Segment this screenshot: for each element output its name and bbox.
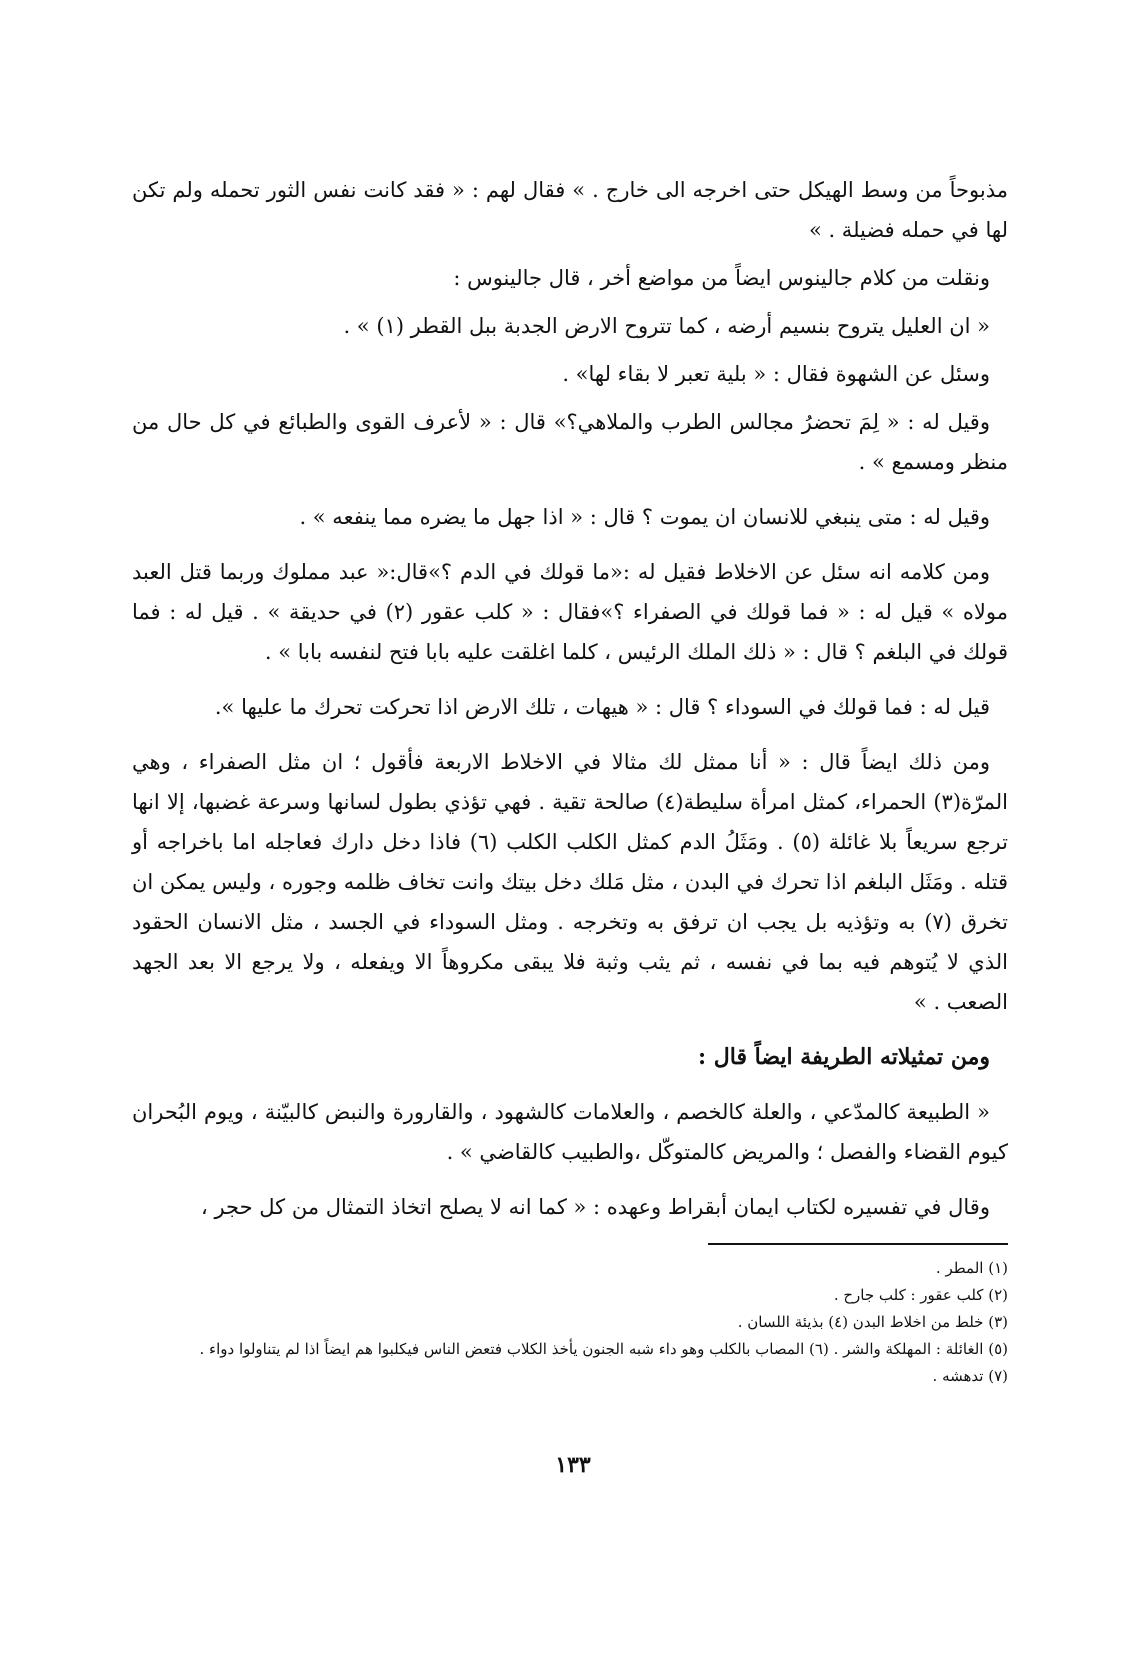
paragraph-when-to-die: وقيل له : متى ينبغي للانسان ان يموت ؟ قال : « اذا جهل ما يضره مما ينفعه » . bbox=[299, 505, 990, 529]
footnote-divider bbox=[708, 1243, 1008, 1245]
footnote-7: (٧) تدهشه . bbox=[932, 1367, 1008, 1385]
paragraph-galen-intro: ونقلت من كلام جالينوس ايضاً من مواضع أخر ، قال جالينوس : bbox=[453, 266, 990, 290]
footnote-1: (١) المطر . bbox=[935, 1259, 1008, 1277]
paragraph-galen-bull: مذبوحاً من وسط الهيكل حتى اخرجه الى خارج . » فقال لهم : « فقد كانت نفس الثور تحمله ولم تكن لها في حمله فضيلة . » bbox=[132, 178, 1008, 242]
paragraph-music-gatherings: وقيل له : « لِمَ تحضرُ مجالس الطرب والملاهي؟» قال : « لأعرف القوى والطبائع في كل حال من منظر ومسمع » . bbox=[132, 410, 1008, 474]
page-number: ١٣٣ bbox=[555, 1452, 591, 1478]
paragraph-desire: وسئل عن الشهوة فقال : « بلية تعبر لا بقاء لها» . bbox=[562, 362, 990, 386]
paragraph-humors-questions: ومن كلامه انه سئل عن الاخلاط فقيل له :«ما قولك في الدم ؟»قال:« عبد مملوك وربما قتل العبد مولاه » قيل له : « فما قولك في الصفراء ؟»فقال : « كلب عقور (٢) في حديقة » . قيل له : فما قولك في البلغم ؟ قال : « ذلك الملك الرئيس ، كلما اغلقت عليه بابا فتح لنفسه بابا » . bbox=[132, 560, 1009, 664]
footnote-3-4: (٣) خلط من اخلاط البدن (٤) بذيئة اللسان . bbox=[737, 1313, 1008, 1331]
paragraph-patient-quote: « ان العليل يتروح بنسيم أرضه ، كما تتروح الارض الجدبة ببل القطر (١) » . bbox=[343, 314, 990, 338]
paragraph-four-humors-parable: ومن ذلك ايضاً قال : « أنا ممثل لك مثالا في الاخلاط الاربعة فأقول ؛ ان مثل الصفراء ، وهي المرّة(٣) الحمراء، كمثل امرأة سليطة(٤) صالحة تقية . فهي تؤذي بطول لسانها وسرعة غضبها، إلا انها ترجع سريعاً بلا غائلة (٥) . ومَثَلُ الدم كمثل الكلب الكلب (٦) فاذا دخل دارك فعاجله اما باخراجه أو قتله . ومَثَل البلغم اذا تحرك في البدن ، مثل مَلك دخل بيتك وانت تخاف ظلمه وجوره ، وليس يمكن ان تخرق (٧) به وتؤذيه بل يجب ان ترفق به وتخرجه . ومثل السوداء في الجسد ، مثل الانسان الحقود الذي لا يُتوهم فيه بما في نفسه ، ثم يثب وثبة فلا يبقى مكروهاً الا ويفعله ، ولا يرجع الا بعد الجهد الصعب . » bbox=[132, 750, 1008, 1014]
footnote-2: (٢) كلب عقور : كلب جارح . bbox=[833, 1286, 1008, 1304]
section-heading: ومن تمثيلاته الطريفة ايضاً قال : bbox=[697, 1044, 990, 1070]
paragraph-nature-analogy: « الطبيعة كالمدّعي ، والعلة كالخصم ، والعلامات كالشهود ، والقارورة والنبض كالبيّنة ، ويوم البُحران كيوم القضاء والفصل ؛ والمريض كالمتوكّل ،والطبيب كالقاضي » . bbox=[132, 1100, 1008, 1164]
paragraph-black-bile: قيل له : فما قولك في السوداء ؟ قال : « هيهات ، تلك الارض اذا تحركت تحرك ما عليها ». bbox=[214, 695, 990, 719]
paragraph-hippocratic-oath: وقال في تفسيره لكتاب ايمان أبقراط وعهده : « كما انه لا يصلح اتخاذ التمثال من كل حجر ، bbox=[201, 1195, 990, 1219]
footnotes bbox=[132, 1255, 1008, 1390]
footnote-5-6: (٥) الغائلة : المهلكة والشر . (٦) المصاب بالكلب وهو داء شبه الجنون يأخذ الكلاب فتعض الناس فيكلبوا هم ايضاً اذا لم يتناولوا دواء . bbox=[199, 1340, 1008, 1358]
